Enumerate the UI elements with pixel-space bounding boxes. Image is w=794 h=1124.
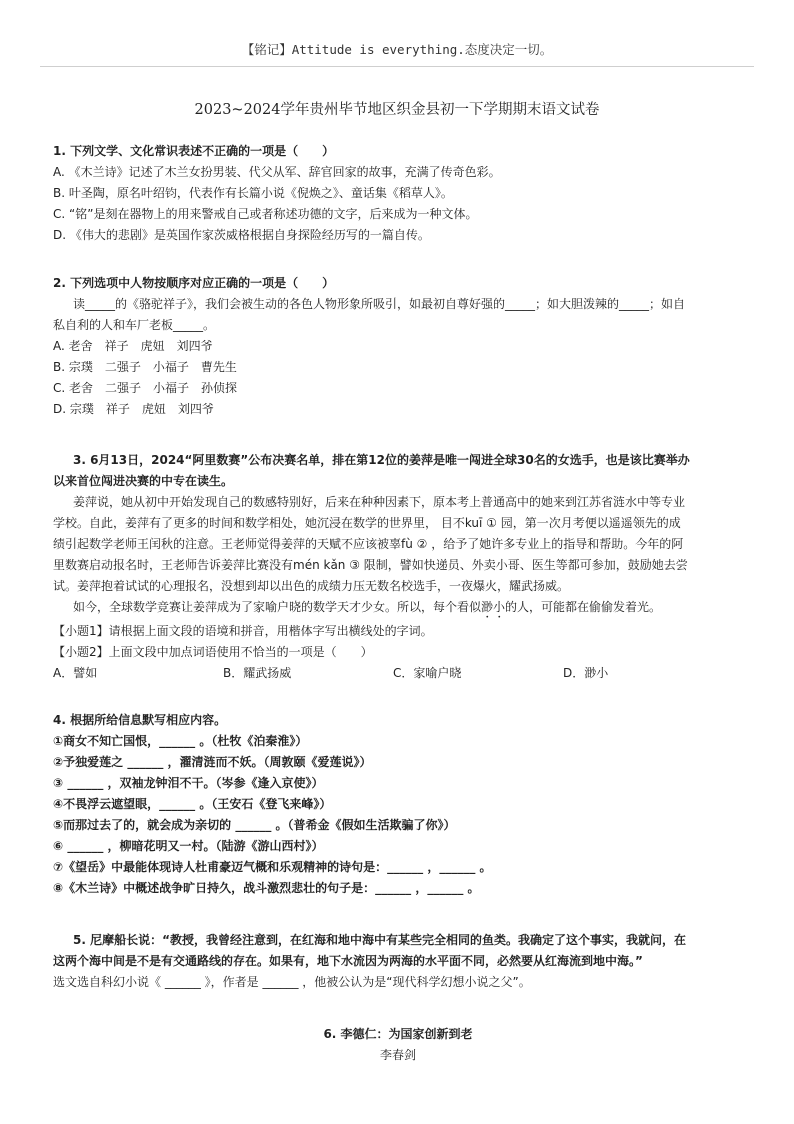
q3-option-b: B．耀武扬威	[223, 666, 292, 680]
q3-option-a: A．譬如	[53, 666, 98, 680]
q6-author: 李春剑	[379, 1048, 416, 1062]
q5-stem: 5. 尼摩船长说：“教授，我曾经注意到，在红海和地中海中有某些完全相同的鱼类。我确定了这个事实，我就问，在	[73, 933, 686, 947]
q4-item: ④不畏浮云遮望眼，______ 。（王安石《登飞来峰》）	[53, 797, 332, 811]
q4-item: ⑥ ______ ，柳暗花明又一村。（陆游《游山西村》）	[53, 839, 324, 853]
q4-item: ①商女不知亡国恨，______ 。（杜牧《泊秦淮》）	[53, 734, 308, 748]
q2-option-b: B. 宗璞 二强子 小福子 曹先生	[53, 360, 237, 374]
q3-passage-text: 的人，可能都在偷偷发着光。	[505, 600, 662, 614]
q4-stem: 4. 根据所给信息默写相应内容。	[53, 713, 227, 727]
q1-option-a: A. 《木兰诗》记述了木兰女扮男装、代父从军、辞官回家的故事，充满了传奇色彩。	[53, 165, 501, 179]
q3-passage-line: 试。姜萍抱着试试的心理报名，没想到却以出色的成绩力压无数名校选手，一夜爆火，耀武扬威。	[53, 579, 570, 593]
q6-title: 6. 李德仁：为国家创新到老	[323, 1027, 473, 1041]
exam-title: 2023~2024学年贵州毕节地区织金县初一下学期期末语文试卷	[194, 102, 600, 118]
header-motto: 【铭记】Attitude is everything.态度决定一切。	[241, 42, 553, 57]
q2-passage-line: 读_____的《骆驼祥子》，我们会被生动的各色人物形象所吸引，如最初自尊好强的_____；如大胆泼辣的_____；如自	[73, 297, 686, 311]
q2-option-a: A. 老舍 祥子 虎妞 刘四爷	[53, 339, 213, 353]
spacer	[53, 246, 743, 273]
q5-stem: 这两个海中间是不是有交通路线的存在。如果有，地下水流因为两海的水平面不同，必然要从红海流到地中海。”	[53, 954, 643, 968]
q3-option-d: D．渺小	[563, 666, 609, 680]
q3-stem: 3. 6月13日，2024“阿里数赛”公布决赛名单，排在第12位的姜萍是唯一闯进全球30名的女选手，也是该比赛举办	[73, 453, 690, 467]
spacer	[53, 684, 743, 710]
exam-content	[53, 141, 743, 1066]
q3-passage-line: 绩引起数学老师王闰秋的注意。王老师觉得姜萍的天赋不应该被辜fù ② ，给予了她许多专业上的指导和帮助。今年的阿	[53, 537, 684, 551]
q1-stem: 1. 下列文学、文化常识表述不正确的一项是（ ）	[53, 144, 335, 158]
q2-stem: 2. 下列选项中人物按顺序对应正确的一项是（ ）	[53, 276, 335, 290]
q3-subquestion-2: 【小题2】上面文段中加点词语使用不恰当的一项是（ ）	[53, 645, 373, 659]
q3-emphasized-word: 渺小	[481, 600, 506, 614]
q3-stem: 以来首位闯进决赛的中专在读生。	[53, 474, 234, 488]
q2-passage-line: 私自利的人和车厂老板_____。	[53, 318, 216, 332]
q2-option-c: C. 老舍 二强子 小福子 孙侦探	[53, 381, 238, 395]
q3-subquestion-1: 【小题1】请根据上面文段的语境和拼音，用楷体字写出横线处的字词。	[53, 624, 433, 638]
q4-item: ③ ______ ，双袖龙钟泪不干。（岑参《逢入京使》）	[53, 776, 324, 790]
q4-item: ⑧《木兰诗》中概述战争旷日持久，战斗激烈悲壮的句子是：______ ，______ 。	[53, 881, 480, 895]
q5-text: 选文选自科幻小说《 ______ 》，作者是 ______ ，他被公认为是“现代科学幻想小说之父”。	[53, 975, 531, 989]
q3-option-c: C．家喻户晓	[393, 666, 462, 680]
q4-item: ⑤而那过去了的，就会成为亲切的 ______ 。（普希金《假如生活欺骗了你》）	[53, 818, 456, 832]
spacer	[53, 993, 743, 1024]
q2-option-d: D. 宗璞 祥子 虎妞 刘四爷	[53, 402, 214, 416]
q3-options	[53, 663, 743, 684]
q4-item: ⑦《望岳》中最能体现诗人杜甫豪迈气概和乐观精神的诗句是：______ ，______ 。	[53, 860, 492, 874]
q1-option-b: B. 叶圣陶，原名叶绍钧，代表作有长篇小说《倪焕之》、童话集《稻草人》。	[53, 186, 453, 200]
q3-passage-line: 姜萍说，她从初中开始发现自己的数感特别好，后来在种种因素下，原本考上普通高中的她来到江苏省涟水中等专业	[73, 495, 686, 509]
spacer	[53, 420, 743, 450]
q1-option-c: C. “铭”是刻在器物上的用来警戒自己或者称述功德的文字，后来成为一种文体。	[53, 207, 478, 221]
q3-passage-line: 学校。自此，姜萍有了更多的时间和数学相处，她沉浸在数学的世界里， 目不kuī ① 园，第一次月考便以遥遥领先的成	[53, 516, 681, 530]
spacer	[53, 899, 743, 930]
q3-passage-text: 如今，全球数学竞赛让姜萍成为了家喻户晓的数学天才少女。所以，每个看似	[73, 600, 482, 614]
q4-item: ②予独爱莲之 ______ ，濯清涟而不妖。（周敦颐《爱莲说》）	[53, 755, 372, 769]
q3-passage-line: 里数赛启动报名时，王老师告诉姜萍比赛没有mén kǎn ③ 限制，譬如快递员、外卖小哥、医生等都可参加，鼓励她去尝	[53, 558, 688, 572]
header-divider	[40, 66, 754, 67]
q3-passage-line	[53, 597, 743, 621]
q1-option-d: D. 《伟大的悲剧》是英国作家茨威格根据自身探险经历写的一篇自传。	[53, 228, 430, 242]
